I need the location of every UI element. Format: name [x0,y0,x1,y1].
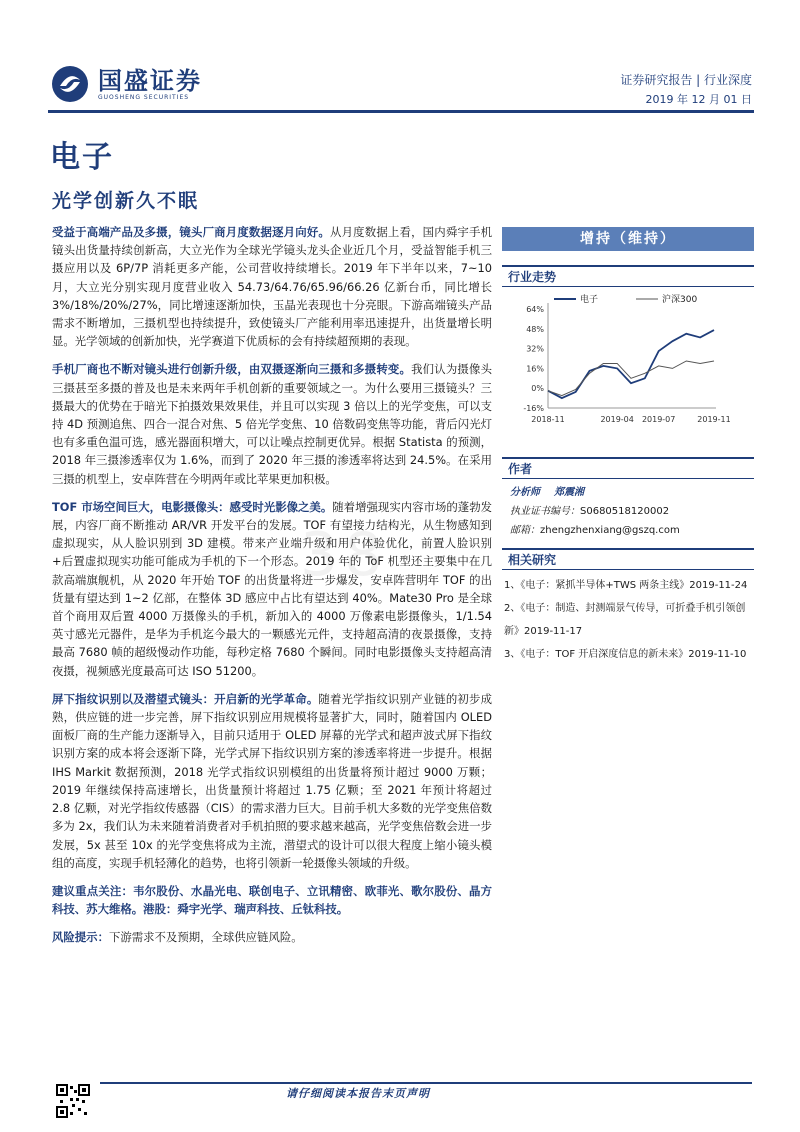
trend-chart [502,293,754,443]
series-line-electronics [548,330,714,398]
paragraph-body: 从月度数据上看，国内舜宇手机镜头出货量持续创新高，大立光作为全球光学镜头龙头企业近几个月，受益智能手机三摄应用以及 6P/7P 消耗更多产能，公司营收持续增长。2019 年下半年以来，7~10 月，大立光分别实现月度营业收入 54.73/64.76/65.96/66.26 亿新台币，同比增长 3%/18%/20%/27%，同比增速逐渐加快，玉晶光表现也十分亮眼。下游高端镜头产品需求不断增加，三摄机型也持续提升，致使镜头厂产能利用率迅速提升，出货量增长明显。光学领域的创新加快，光学赛道下优质标的会有持续超预期的表现。 [52,225,492,349]
legend-label: 电子 [580,295,599,305]
analyst-label: 分析师 [510,487,540,498]
author-info [502,483,754,540]
report-date: 2019 年 12 月 01 日 [645,93,752,106]
email-line [502,521,754,540]
trend-chart-svg [502,293,754,443]
y-tick-label: 0% [531,384,544,394]
paragraph-lead: 受益于高端产品及多摄，镜头厂商月度数据逐月向好。 [52,225,330,239]
x-tick-label: 2019-11 [697,415,731,424]
qr-code-icon [56,1084,90,1118]
main-body [52,223,492,957]
logo-name-cn: 国盛证券 [98,66,202,95]
email-link[interactable]: zhengzhenxiang@gszq.com [540,525,680,536]
cert-line [502,502,754,521]
legend-label: 沪深300 [662,295,698,305]
recommendation [52,882,492,918]
analyst-line [502,483,754,502]
y-tick-label: 16% [526,364,544,374]
report-meta [620,70,752,110]
paragraph-body: 我们认为摄像头三摄甚至多摄的普及也是未来两年手机创新的重要领域之一。为什么要用三摄镜头？三摄最大的优势在于暗光下拍摄效果效果佳，并且可以实现 3 倍以上的光学变焦，可以支持 4D 预测追焦、四合一混合对焦、5 倍光学变焦、10 倍数码变焦等功能，背后闪光灯也有多重色温可选，感光器面积增大，可以让噪点控制更优异。根据 Statista 的预测，2018 年三摄渗透率仅为 1.6%，而到了 2020 年三摄的渗透率将达到 24.5%。在采用三摄的机型上，安卓阵营在今明两年或比苹果更加积极。 [52,362,492,486]
industry-title: 电子 [50,140,114,175]
series-line-csi300 [548,361,714,396]
logo-mark-icon [50,64,90,104]
paragraph-body: 随着光学指纹识别产业链的初步成熟，供应链的进一步完善，屏下指纹识别应用规模将显著扩大，同时，随着国内 OLED 面板厂商的生产能力逐渐导入，目前只适用于 OLED 屏幕的光学式和超声波式屏下指纹识别方案的成本将会逐渐下降，光学式屏下指纹识别方案的渗透率将进一步提升。根据 IHS Markit 数据预测，2018 光学式指纹识别模组的出货量将预计超过 9000 万颗；2019 年继续保持高速增长，出货量预计将超过 1.75 亿颗；至 2021 年预计将超过 2.8 亿颗，对光学指纹传感器（CIS）的需求潜力巨大。目前手机大多数的光学变焦倍数多为 2x，我们认为未来随着消费者对手机拍照的要求越来越高，光学变焦倍数会进一步发展，5x 甚至 10x 的光学变焦将成为主流，潜望式的设计可以很大程度上缩小镜头模组的高度，实现手机轻薄化的趋势，也将引领新一轮摄像头领域的升级。 [52,691,492,870]
cert-label: 执业证书编号： [510,506,580,517]
paragraph [52,690,492,872]
header-divider [48,110,754,113]
cert-number: S0680518120002 [580,506,670,517]
rating-badge: 增持（维持） [502,227,754,251]
x-tick-label: 2019-07 [641,415,676,424]
report-title: 光学创新久不眠 [52,190,200,212]
paragraph-lead: 手机厂商也不断对镜头进行创新升级，由双摄逐渐向三摄和多摄转变。 [52,362,412,377]
paragraph [52,223,492,350]
footer-divider [100,1082,752,1084]
paragraph-body: 随着增强现实内容市场的蓬勃发展，内容厂商不断推动 AR/VR 开发平台的发展。TOF 有望接力结构光，从生物感知到虚拟现实，从人脸识别到 3D 建模。带来产业端升级和用户体验优化，前置人脸识别+后置虚拟现实功能可能成为手机的下一个形态。2019 年的 ToF 机型还主要集中在几款高端旗舰机，从 2020 年开始 TOF 的出货量将进一步爆发，安卓阵营明年 TOF 的出货量有望达到 1~2 亿部，在整体 3D 感应中占比有望达到 40%。Mate30 Pro 是全球首个商用双后置 4000 万摄像头的手机，新加入的 4000 万像素电影摄像头，1/1.54 英寸感光元器件，是华为手机迄今最大的一颗感光元件，支持超高清的夜景摄像，支持最高 7680 帧的超级慢动作功能，每秒定格 7680 个瞬间。同时电影摄像头支持超高清夜摄，视频感光度最高可达 ISO 51200。 [52,499,492,678]
y-tick-label: -16% [523,404,544,413]
y-tick-label: 64% [526,305,544,314]
paragraph [52,498,492,680]
related-research-item[interactable]: 2、《电子：制造、封测端景气传导，可折叠手机引领创新》2019-11-17 [504,603,746,637]
author-section-title: 作者 [502,457,754,479]
trend-section-title: 行业走势 [502,265,754,287]
sidebar [502,227,754,666]
y-tick-label: 48% [526,324,544,334]
related-research-item[interactable]: 3、《电子：TOF 开启深度信息的新未来》2019-11-10 [504,649,747,660]
paragraph-lead: 建议重点关注：韦尔股份、水晶光电、联创电子、立讯精密、欧菲光、歌尔股份、晶方科技、苏大维格。港股：舜宇光学、瑞声科技、丘钛科技。 [52,883,492,917]
email-label: 邮箱： [510,525,540,536]
related-research-list [502,574,754,666]
x-tick-label: 2019-04 [600,415,634,424]
company-logo [50,62,240,106]
paragraph-lead: 屏下指纹识别以及潜望式镜头：开启新的光学革命。 [52,691,319,706]
related-research-item[interactable]: 1、《电子：紧抓半导体+TWS 两条主线》2019-11-24 [504,580,748,591]
related-section-title: 相关研究 [502,548,754,570]
risk-text: 下游需求不及预期，全球供应链风险。 [108,930,303,945]
analyst-name: 郑震湘 [554,487,584,498]
paragraph-lead: TOF 市场空间巨大，电影摄像头：感受时光影像之美。 [52,499,333,514]
footer-disclaimer: 请仔细阅读本报告末页声明 [286,1087,430,1100]
watermark: 38 [300,520,389,590]
risk-warning [52,928,492,946]
logo-name-en: GUOSHENG SECURITIES [98,93,190,101]
risk-label: 风险提示： [52,930,109,945]
report-type: 证券研究报告 | 行业深度 [620,73,752,87]
paragraph [52,360,492,487]
y-tick-label: 32% [526,344,544,354]
x-tick-label: 2018-11 [531,415,565,424]
